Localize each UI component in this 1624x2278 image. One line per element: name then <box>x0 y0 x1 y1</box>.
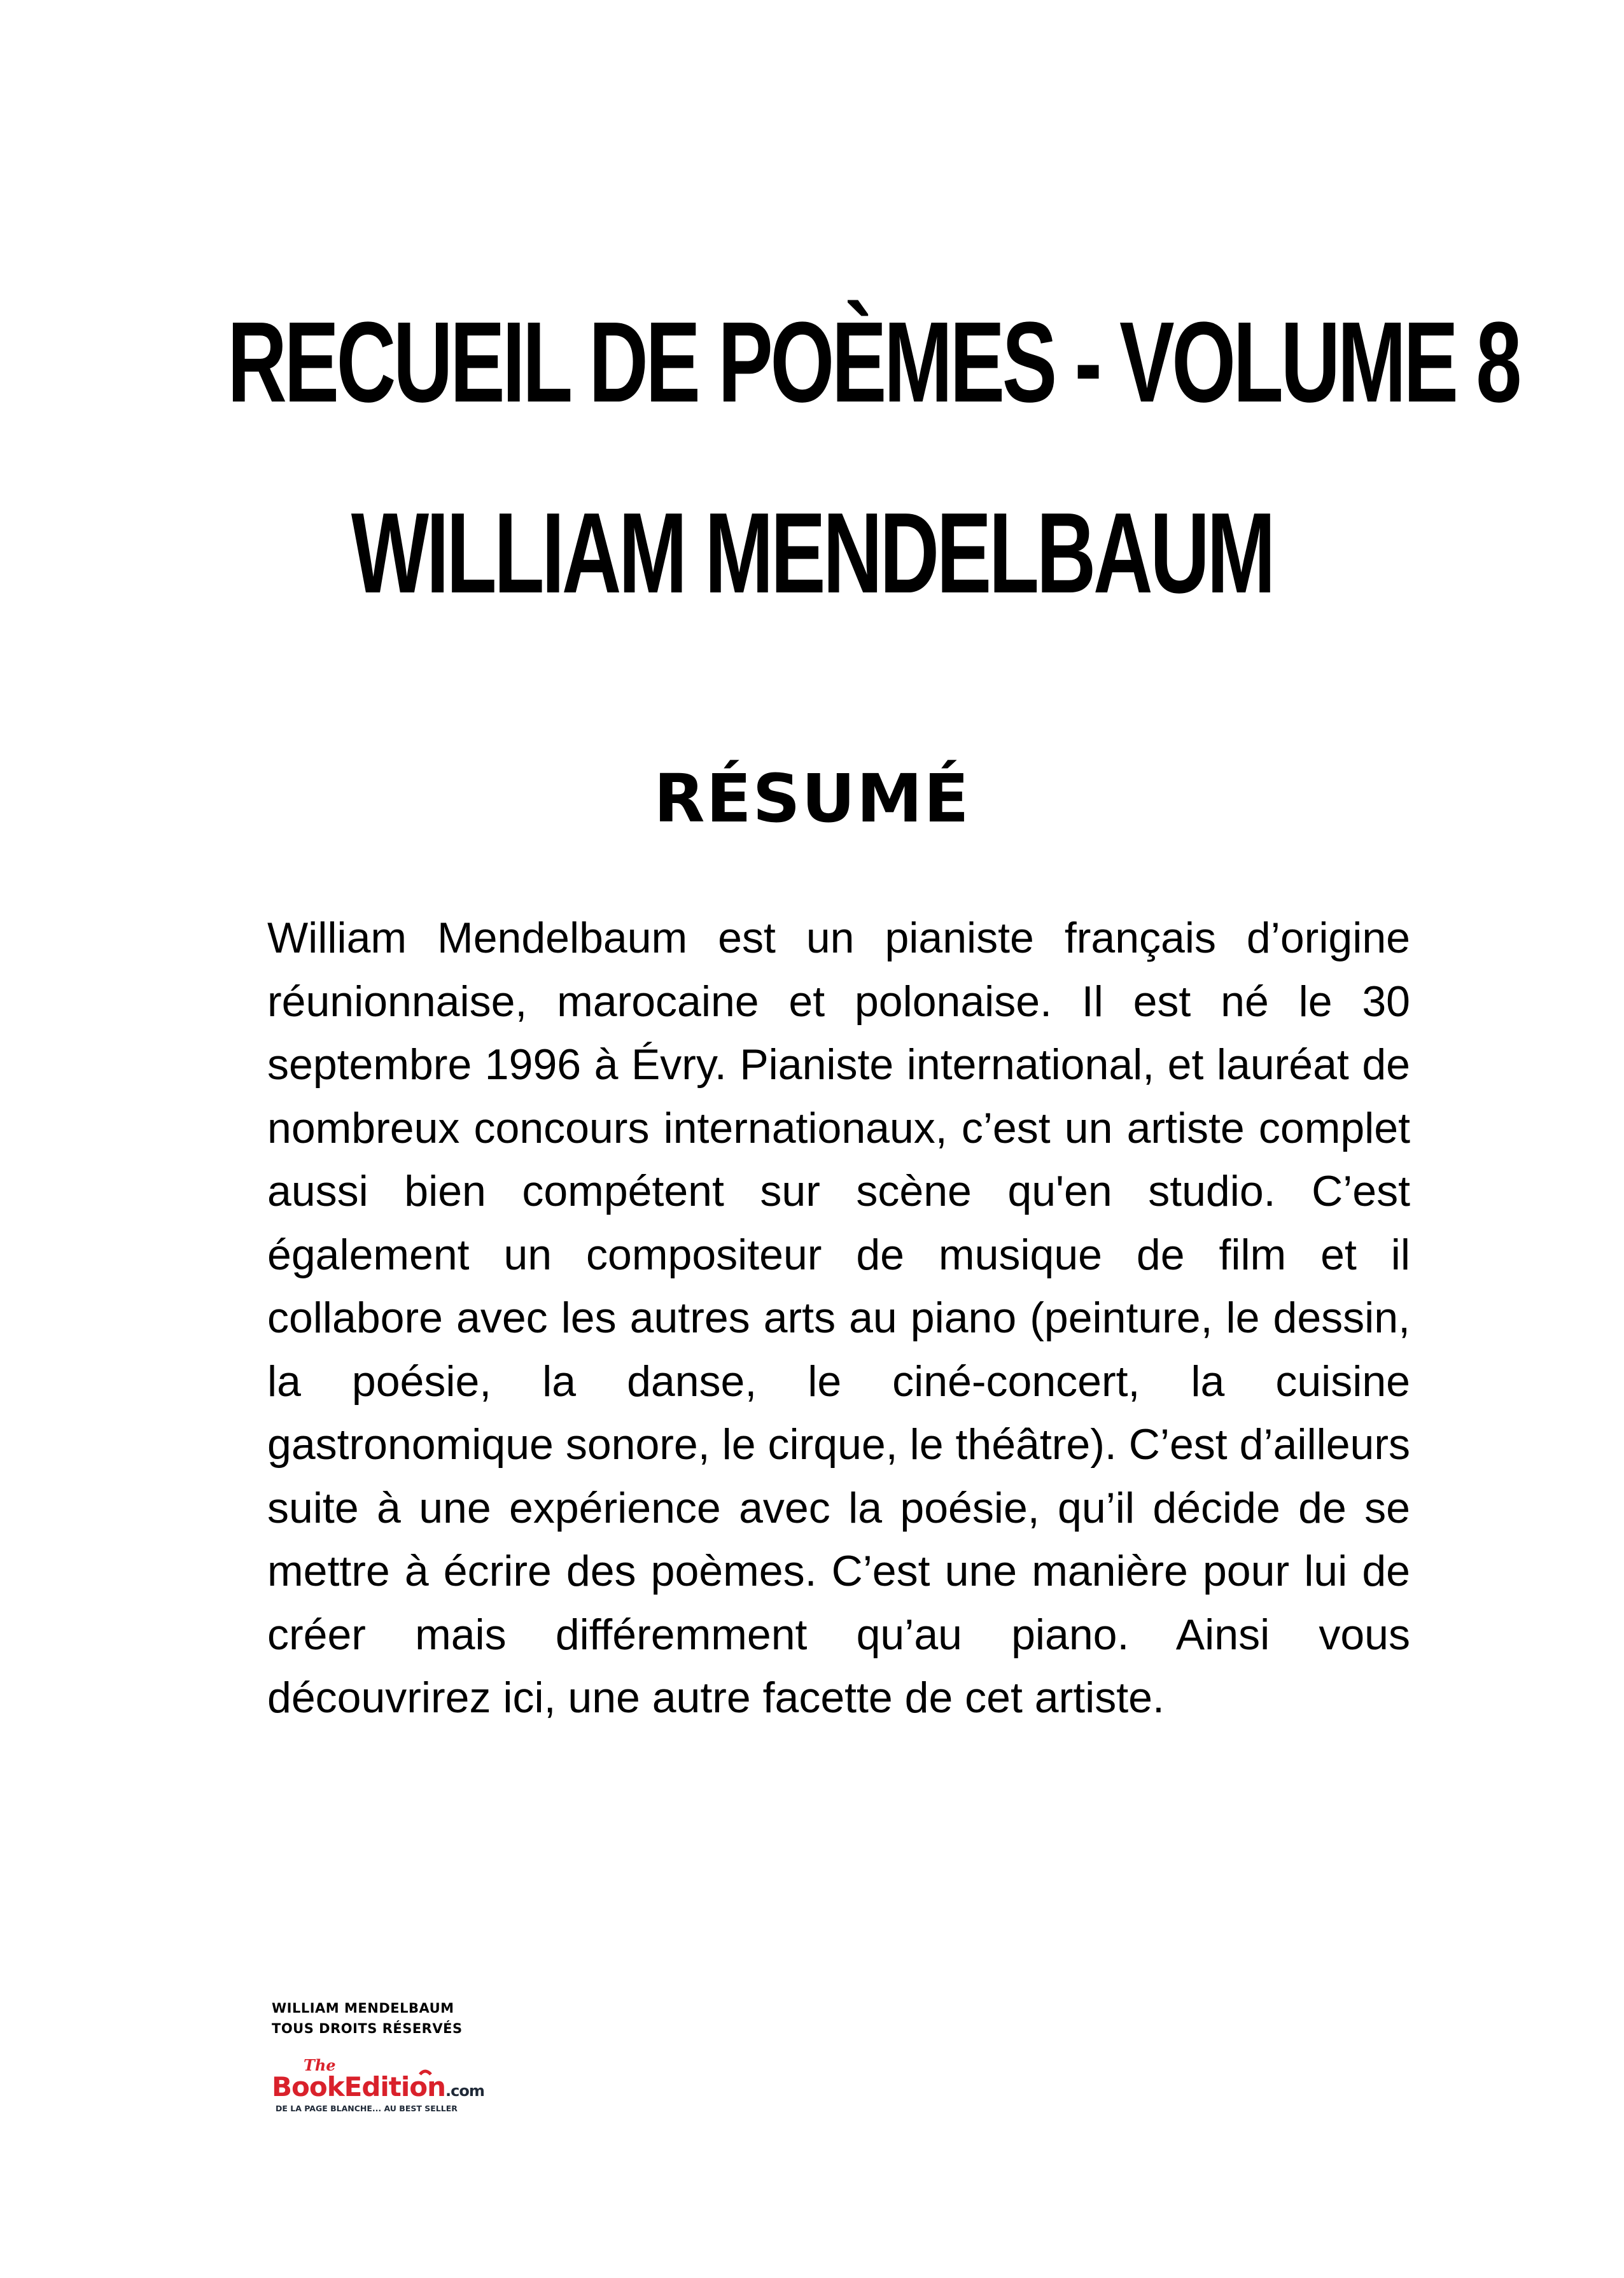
section-heading-resume: RÉSUMÉ <box>654 760 970 837</box>
logo-book-text: BookEditi <box>272 2071 410 2102</box>
footer-author: WILLIAM MENDELBAUM <box>272 2001 454 2016</box>
logo-on-text: on <box>409 2071 446 2102</box>
footer-credits <box>272 1998 463 2039</box>
logo-the-text: The <box>304 2057 336 2074</box>
title-line-1: RECUEIL DE POÈMES - VOLUME 8 <box>227 298 1520 426</box>
bookedition-logo <box>272 2057 514 2127</box>
logo-main-text <box>272 2071 484 2102</box>
document-title <box>0 267 1624 649</box>
title-line-2-author: WILLIAM MENDELBAUM <box>351 489 1273 617</box>
summary-paragraph: William Mendelbaum est un pianiste français d’origine réunionnaise, marocaine et polonaise. Il est né le 30 septembre 1996 à Évry. Pianiste international, et lauréat de nombreux concours internationaux, c’est un artiste complet aussi bien compétent sur scène qu'en studio. C’est également un compositeur de musique de film et il collabore avec les autres arts au piano (peinture, le dessin, la poésie, la danse, le ciné-concert, la cuisine gastronomique sonore, le cirque, le théâtre). C’est d’ailleurs suite à une expérience avec la poésie, qu’il décide de se mettre à écrire des poèmes. C’est une manière pour lui de créer mais différemment qu’au piano. Ainsi vous découvrirez ici, une autre facette de cet artiste. <box>267 914 1410 1722</box>
logo-tagline: DE LA PAGE BLANCHE... AU BEST SELLER <box>276 2104 458 2113</box>
footer-rights: TOUS DROITS RÉSERVÉS <box>272 2021 463 2036</box>
logo-com-text: .com <box>445 2082 484 2100</box>
